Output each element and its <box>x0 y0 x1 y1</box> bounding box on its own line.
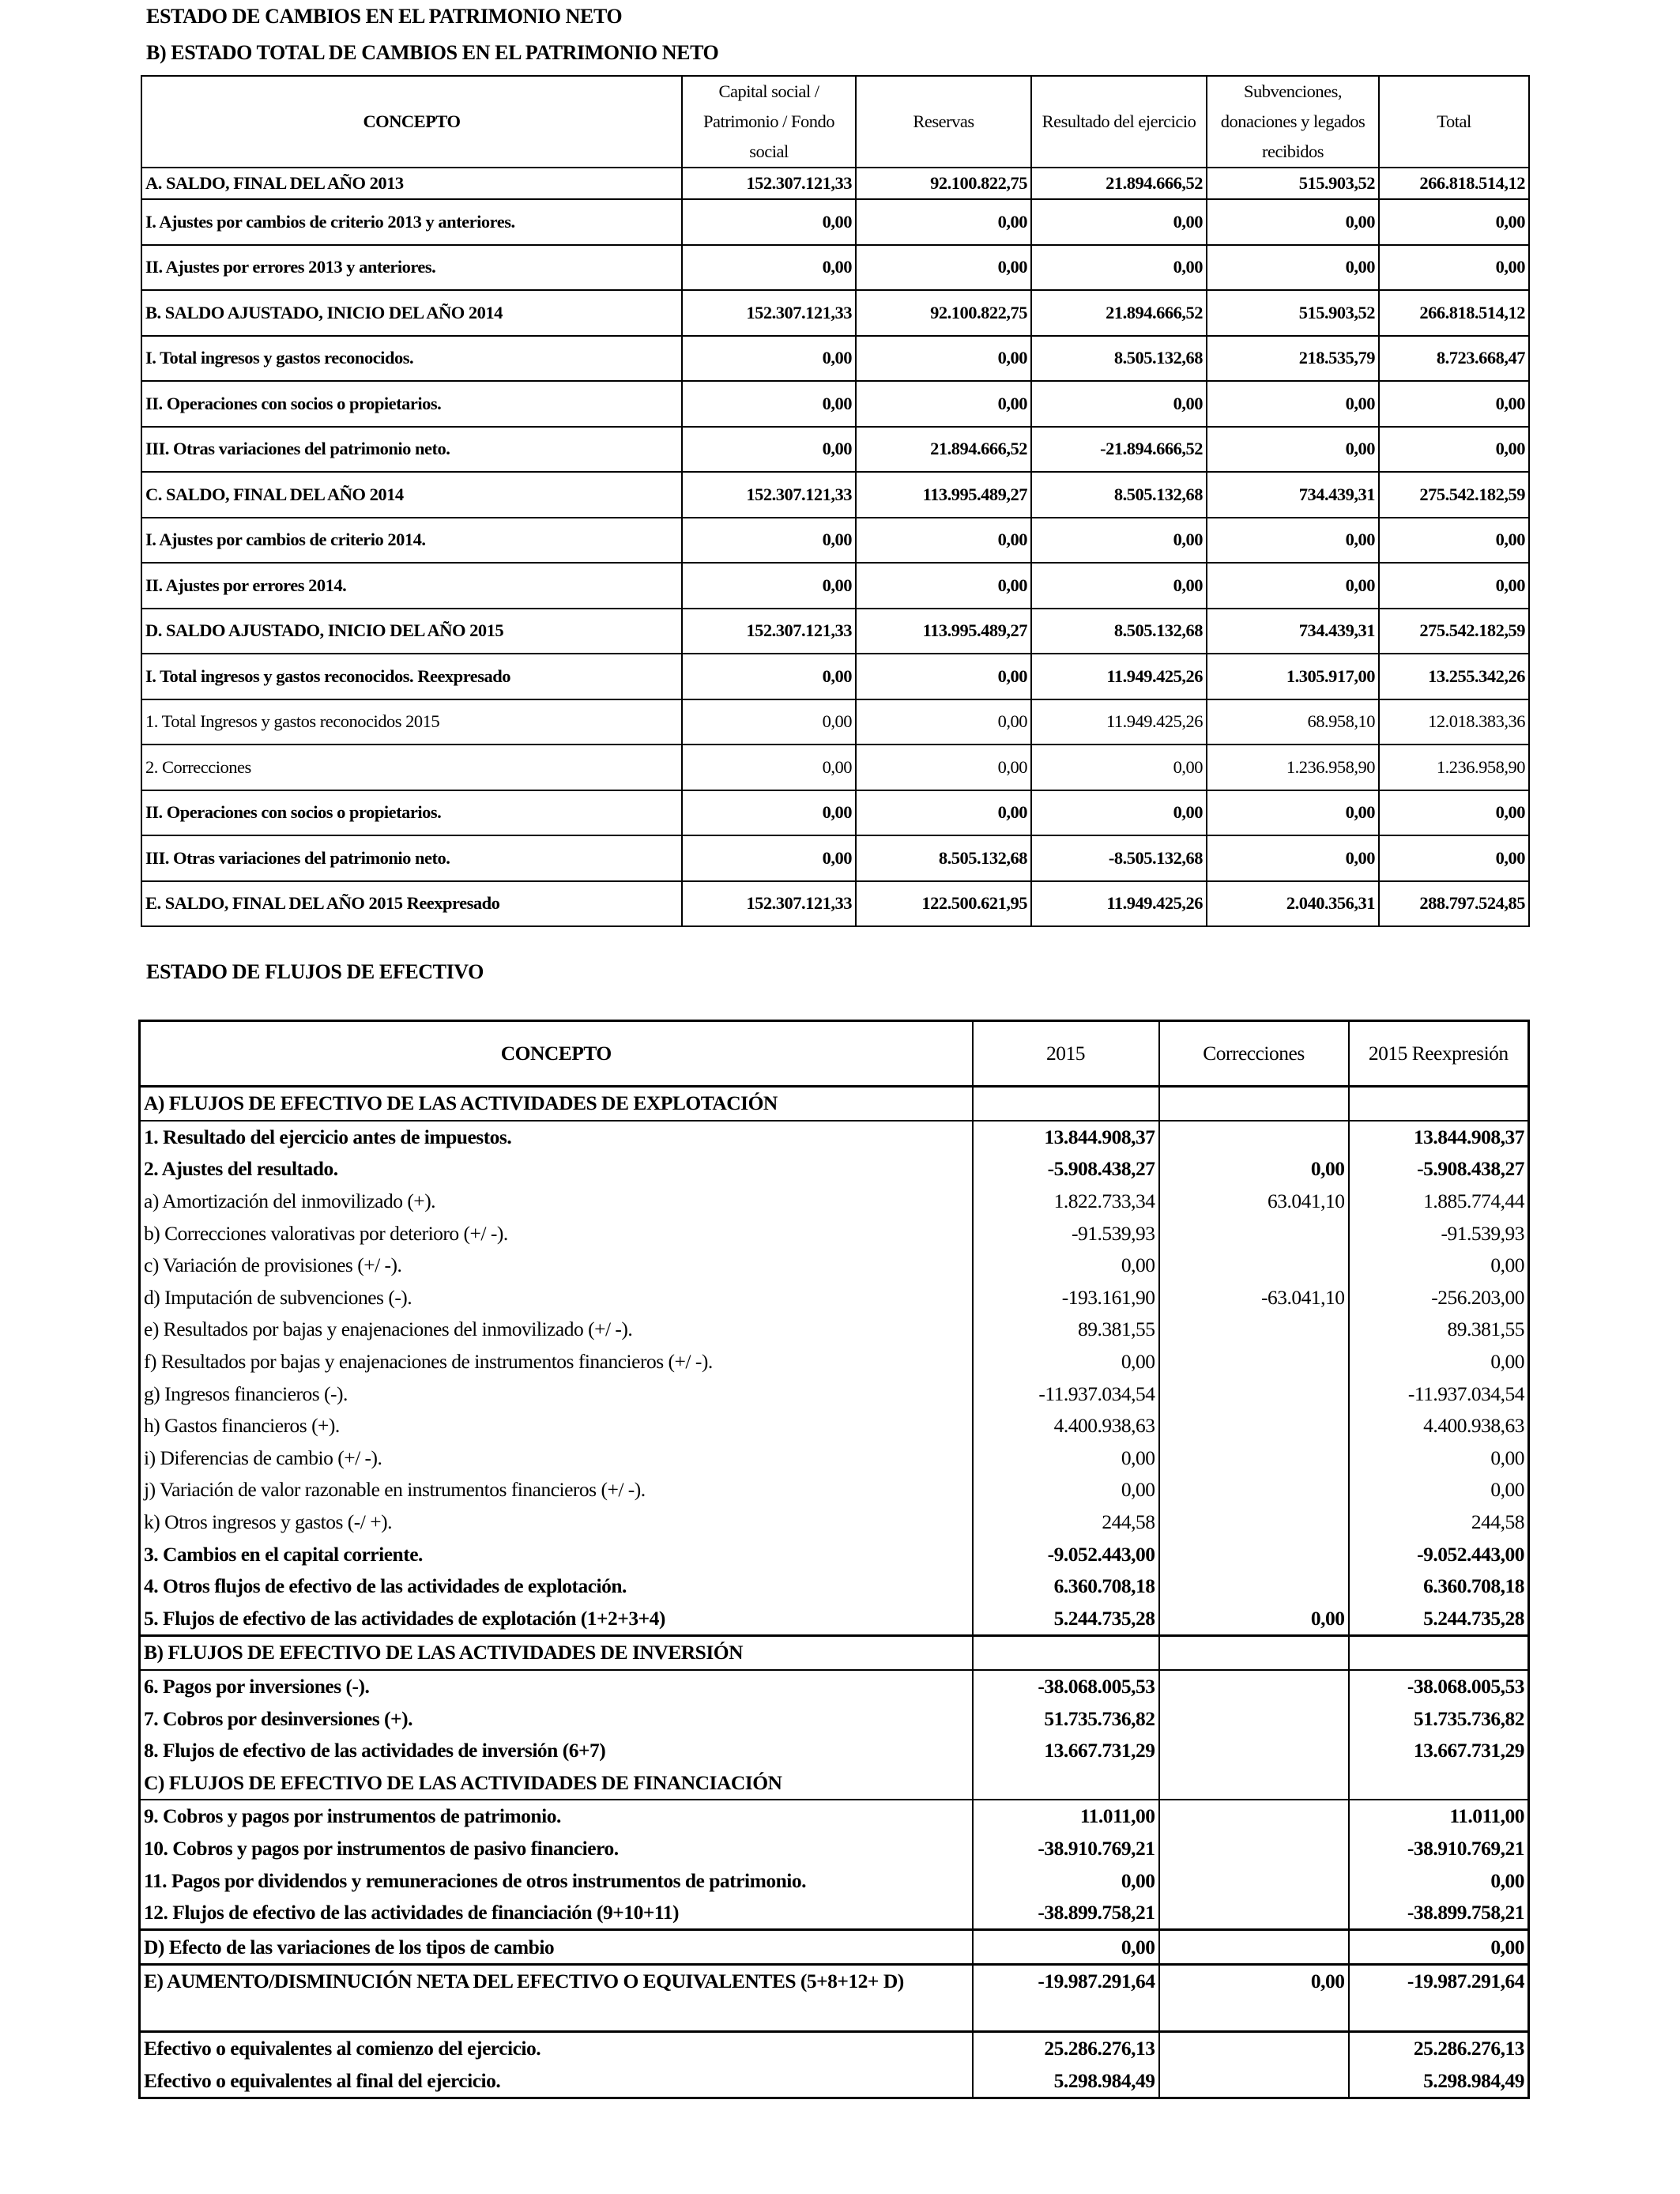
value-cell: -91.539,93 <box>1349 1217 1529 1250</box>
concepto-cell: Efectivo o equivalentes al final del ejercicio. <box>144 2068 501 2092</box>
table-row <box>140 1864 1529 1897</box>
value-cell: 244,58 <box>973 1506 1159 1539</box>
value-cell: 0,00 <box>682 699 856 745</box>
value-cell: 0,00 <box>682 381 856 427</box>
value-cell: 734.439,31 <box>1207 472 1379 518</box>
value-cell <box>973 1636 1159 1670</box>
concepto-cell: III. Otras variaciones del patrimonio neto. <box>141 835 682 881</box>
value-cell: -19.987.291,64 <box>973 1965 1159 2032</box>
value-cell: 0,00 <box>1379 199 1529 245</box>
value-cell: 515.903,52 <box>1207 168 1379 199</box>
concepto-cell: I. Ajustes por cambios de criterio 2013 y anteriores. <box>141 199 682 245</box>
value-cell <box>1159 1314 1349 1346</box>
table-row <box>140 1570 1529 1603</box>
value-cell: 0,00 <box>856 245 1031 291</box>
value-cell: -9.052.443,00 <box>1349 1538 1529 1570</box>
table-row <box>140 1636 1529 1670</box>
value-cell: 0,00 <box>682 835 856 881</box>
table-row <box>141 518 1529 564</box>
value-cell: -11.937.034,54 <box>973 1378 1159 1410</box>
concepto-cell: 3. Cambios en el capital corriente. <box>144 1542 423 1566</box>
value-cell: 1.305.917,00 <box>1207 654 1379 699</box>
value-cell: -91.539,93 <box>973 1217 1159 1250</box>
concepto-cell: B) FLUJOS DE EFECTIVO DE LAS ACTIVIDADES DE INVERSIÓN <box>140 1636 973 1670</box>
concepto-cell: a) Amortización del inmovilizado (+). <box>144 1189 436 1213</box>
value-cell: -38.899.758,21 <box>973 1897 1159 1930</box>
value-cell <box>1159 1474 1349 1506</box>
value-cell: 288.797.524,85 <box>1379 881 1529 927</box>
concepto-cell: E. SALDO, FINAL DEL AÑO 2015 Reexpresado <box>141 881 682 927</box>
value-cell: 152.307.121,33 <box>682 609 856 654</box>
value-cell: 515.903,52 <box>1207 290 1379 336</box>
value-cell: 0,00 <box>856 790 1031 836</box>
concepto-cell: 9. Cobros y pagos por instrumentos de patrimonio. <box>144 1804 561 1828</box>
value-cell: 4.400.938,63 <box>973 1410 1159 1442</box>
value-cell: 13.844.908,37 <box>1349 1121 1529 1154</box>
value-cell: 0,00 <box>682 654 856 699</box>
table-row <box>141 745 1529 790</box>
value-cell <box>1159 1506 1349 1539</box>
header-reservas: Reservas <box>856 76 1031 168</box>
value-cell: 0,00 <box>856 381 1031 427</box>
value-cell: 0,00 <box>1379 563 1529 609</box>
table-row <box>140 2032 1529 2065</box>
value-cell: 5.244.735,28 <box>973 1603 1159 1636</box>
table-row <box>140 1087 1529 1121</box>
table-row <box>140 1121 1529 1154</box>
value-cell: 0,00 <box>973 1474 1159 1506</box>
concepto-cell: j) Variación de valor razonable en instrumentos financieros (+/ -). <box>144 1478 646 1502</box>
value-cell: -5.908.438,27 <box>1349 1153 1529 1186</box>
value-cell: 113.995.489,27 <box>856 472 1031 518</box>
header-subvenciones: Subvenciones, donaciones y legados recibidos <box>1207 76 1379 168</box>
value-cell: 8.505.132,68 <box>1031 609 1207 654</box>
header-total: Total <box>1379 76 1529 168</box>
value-cell <box>1159 1346 1349 1378</box>
concepto-cell: D) Efecto de las variaciones de los tipos de cambio <box>140 1930 973 1965</box>
value-cell: 0,00 <box>1349 1864 1529 1897</box>
value-cell: 8.505.132,68 <box>1031 336 1207 382</box>
value-cell: -8.505.132,68 <box>1031 835 1207 881</box>
value-cell: 244,58 <box>1349 1506 1529 1539</box>
value-cell: 0,00 <box>682 563 856 609</box>
value-cell <box>973 1766 1159 1800</box>
table-row <box>140 1603 1529 1636</box>
value-cell: 0,00 <box>1349 1250 1529 1282</box>
concepto-cell: e) Resultados por bajas y enajenaciones del inmovilizado (+/ -). <box>144 1318 633 1341</box>
value-cell: 11.011,00 <box>973 1800 1159 1833</box>
flujos-table <box>138 1020 1530 2099</box>
header-2015-reexpresion: 2015 Reexpresión <box>1349 1021 1529 1087</box>
document-title: ESTADO DE CAMBIOS EN EL PATRIMONIO NETO <box>146 5 623 28</box>
value-cell: 6.360.708,18 <box>973 1570 1159 1603</box>
header-concepto: CONCEPTO <box>141 76 682 168</box>
concepto-cell: A) FLUJOS DE EFECTIVO DE LAS ACTIVIDADES DE EXPLOTACIÓN <box>140 1087 973 1121</box>
value-cell: 1.822.733,34 <box>973 1186 1159 1218</box>
section-title: B) ESTADO TOTAL DE CAMBIOS EN EL PATRIMONIO NETO <box>146 41 719 64</box>
value-cell <box>1159 1864 1349 1897</box>
value-cell: 25.286.276,13 <box>973 2032 1159 2065</box>
table-row <box>141 381 1529 427</box>
value-cell: -63.041,10 <box>1159 1282 1349 1314</box>
value-cell: 0,00 <box>1031 381 1207 427</box>
table-row <box>140 1250 1529 1282</box>
concepto-cell: III. Otras variaciones del patrimonio neto. <box>141 427 682 473</box>
flujos-title: ESTADO DE FLUJOS DE EFECTIVO <box>146 960 484 983</box>
value-cell: 0,00 <box>1207 427 1379 473</box>
table-row <box>141 245 1529 291</box>
value-cell: 0,00 <box>1031 745 1207 790</box>
table-row <box>140 1217 1529 1250</box>
value-cell: -193.161,90 <box>973 1282 1159 1314</box>
value-cell: 0,00 <box>682 745 856 790</box>
table-row <box>140 1346 1529 1378</box>
value-cell: 0,00 <box>973 1930 1159 1965</box>
value-cell: 12.018.383,36 <box>1379 699 1529 745</box>
value-cell <box>1159 1930 1349 1965</box>
value-cell: 0,00 <box>682 790 856 836</box>
value-cell: 0,00 <box>1379 835 1529 881</box>
value-cell: 0,00 <box>1031 518 1207 564</box>
value-cell: 25.286.276,13 <box>1349 2032 1529 2065</box>
value-cell: 0,00 <box>856 336 1031 382</box>
concepto-cell: 12. Flujos de efectivo de las actividades de financiación (9+10+11) <box>140 1897 973 1930</box>
value-cell: 0,00 <box>973 1250 1159 1282</box>
value-cell: 0,00 <box>856 563 1031 609</box>
concepto-cell: c) Variación de provisiones (+/ -). <box>144 1253 402 1277</box>
value-cell <box>973 1087 1159 1121</box>
table-row <box>140 1833 1529 1865</box>
value-cell: 8.505.132,68 <box>856 835 1031 881</box>
value-cell: 21.894.666,52 <box>1031 168 1207 199</box>
flujos-header-row <box>140 1021 1529 1087</box>
concepto-cell: C) FLUJOS DE EFECTIVO DE LAS ACTIVIDADES DE FINANCIACIÓN <box>140 1766 973 1800</box>
table-row <box>140 1897 1529 1930</box>
table-row <box>140 1442 1529 1475</box>
value-cell: 63.041,10 <box>1159 1186 1349 1218</box>
value-cell: 1.885.774,44 <box>1349 1186 1529 1218</box>
value-cell: -256.203,00 <box>1349 1282 1529 1314</box>
value-cell: 0,00 <box>1379 518 1529 564</box>
value-cell: 0,00 <box>856 699 1031 745</box>
concepto-cell: f) Resultados por bajas y enajenaciones de instrumentos financieros (+/ -). <box>144 1350 713 1374</box>
value-cell <box>1159 1121 1349 1154</box>
value-cell: 0,00 <box>973 1442 1159 1475</box>
value-cell: 8.505.132,68 <box>1031 472 1207 518</box>
value-cell: 0,00 <box>973 1864 1159 1897</box>
value-cell: 0,00 <box>1379 381 1529 427</box>
value-cell: 122.500.621,95 <box>856 881 1031 927</box>
value-cell: 92.100.822,75 <box>856 290 1031 336</box>
value-cell: 218.535,79 <box>1207 336 1379 382</box>
concepto-cell: g) Ingresos financieros (-). <box>144 1382 348 1405</box>
table-row <box>140 1930 1529 1965</box>
table-row <box>141 654 1529 699</box>
value-cell: 6.360.708,18 <box>1349 1570 1529 1603</box>
concepto-cell: 4. Otros flujos de efectivo de las actividades de explotación. <box>144 1574 627 1598</box>
value-cell: 152.307.121,33 <box>682 472 856 518</box>
value-cell: 1.236.958,90 <box>1379 745 1529 790</box>
value-cell <box>1159 1833 1349 1865</box>
concepto-cell: 1. Resultado del ejercicio antes de impuestos. <box>144 1125 512 1148</box>
value-cell: -38.068.005,53 <box>1349 1670 1529 1703</box>
value-cell: 0,00 <box>1379 245 1529 291</box>
table-row <box>141 699 1529 745</box>
value-cell: 89.381,55 <box>973 1314 1159 1346</box>
value-cell: 0,00 <box>682 245 856 291</box>
concepto-cell: 8. Flujos de efectivo de las actividades de inversión (6+7) <box>144 1739 606 1762</box>
value-cell: 5.298.984,49 <box>973 2065 1159 2098</box>
table-row <box>141 290 1529 336</box>
concepto-cell: II. Ajustes por errores 2013 y anteriores. <box>141 245 682 291</box>
value-cell: 0,00 <box>1207 199 1379 245</box>
table-row <box>141 835 1529 881</box>
value-cell: 0,00 <box>682 427 856 473</box>
table-row <box>141 199 1529 245</box>
value-cell: 0,00 <box>1379 427 1529 473</box>
patrimonio-table <box>141 75 1530 927</box>
value-cell: 1.236.958,90 <box>1207 745 1379 790</box>
value-cell <box>1349 1766 1529 1800</box>
value-cell: 0,00 <box>682 518 856 564</box>
value-cell: 0,00 <box>1031 790 1207 836</box>
table-row <box>141 790 1529 836</box>
value-cell: 0,00 <box>1031 563 1207 609</box>
value-cell <box>1159 1538 1349 1570</box>
concepto-cell: 6. Pagos por inversiones (-). <box>144 1674 370 1698</box>
table-row <box>140 1474 1529 1506</box>
value-cell <box>1349 1087 1529 1121</box>
value-cell <box>1159 1702 1349 1735</box>
value-cell: 13.255.342,26 <box>1379 654 1529 699</box>
concepto-cell: I. Ajustes por cambios de criterio 2014. <box>141 518 682 564</box>
value-cell: 11.949.425,26 <box>1031 881 1207 927</box>
concepto-cell: h) Gastos financieros (+). <box>144 1414 340 1438</box>
value-cell <box>1349 1636 1529 1670</box>
value-cell: 0,00 <box>1159 1965 1349 2032</box>
concepto-cell: 2. Correcciones <box>141 745 682 790</box>
table-row <box>140 1735 1529 1767</box>
value-cell: 0,00 <box>1349 1474 1529 1506</box>
table-row <box>141 427 1529 473</box>
table-row <box>140 1506 1529 1539</box>
value-cell: 11.011,00 <box>1349 1800 1529 1833</box>
value-cell: 0,00 <box>1207 518 1379 564</box>
value-cell: 92.100.822,75 <box>856 168 1031 199</box>
header-concepto: CONCEPTO <box>140 1021 973 1087</box>
value-cell <box>1159 2065 1349 2098</box>
concepto-cell: II. Ajustes por errores 2014. <box>141 563 682 609</box>
value-cell: 152.307.121,33 <box>682 168 856 199</box>
value-cell: 51.735.736,82 <box>973 1702 1159 1735</box>
value-cell: 68.958,10 <box>1207 699 1379 745</box>
value-cell <box>1159 1570 1349 1603</box>
table-row <box>140 1153 1529 1186</box>
value-cell: 0,00 <box>1379 790 1529 836</box>
value-cell: 0,00 <box>1207 381 1379 427</box>
value-cell <box>1159 1897 1349 1930</box>
value-cell: 0,00 <box>856 518 1031 564</box>
concepto-cell: 11. Pagos por dividendos y remuneraciones de otros instrumentos de patrimonio. <box>144 1868 806 1892</box>
value-cell <box>1159 1378 1349 1410</box>
concepto-cell: D. SALDO AJUSTADO, INICIO DEL AÑO 2015 <box>141 609 682 654</box>
concepto-cell: 7. Cobros por desinversiones (+). <box>144 1706 412 1730</box>
value-cell <box>1159 1217 1349 1250</box>
concepto-cell: II. Operaciones con socios o propietarios. <box>141 381 682 427</box>
table-row <box>140 1800 1529 1833</box>
value-cell: 0,00 <box>856 654 1031 699</box>
value-cell: 8.723.668,47 <box>1379 336 1529 382</box>
value-cell: 0,00 <box>1031 199 1207 245</box>
concepto-cell: b) Correcciones valorativas por deterioro (+/ -). <box>144 1221 508 1245</box>
concepto-cell: I. Total ingresos y gastos reconocidos. Reexpresado <box>141 654 682 699</box>
value-cell: 266.818.514,12 <box>1379 168 1529 199</box>
concepto-cell: k) Otros ingresos y gastos (-/ +). <box>144 1510 392 1534</box>
value-cell: -38.068.005,53 <box>973 1670 1159 1703</box>
value-cell: 51.735.736,82 <box>1349 1702 1529 1735</box>
value-cell: 13.667.731,29 <box>1349 1735 1529 1767</box>
value-cell: 275.542.182,59 <box>1379 472 1529 518</box>
value-cell: 0,00 <box>973 1346 1159 1378</box>
concepto-cell: C. SALDO, FINAL DEL AÑO 2014 <box>141 472 682 518</box>
value-cell: -38.899.758,21 <box>1349 1897 1529 1930</box>
value-cell: 0,00 <box>856 745 1031 790</box>
value-cell: -19.987.291,64 <box>1349 1965 1529 2032</box>
concepto-cell: I. Total ingresos y gastos reconocidos. <box>141 336 682 382</box>
header-correcciones: Correcciones <box>1159 1021 1349 1087</box>
value-cell <box>1159 1250 1349 1282</box>
value-cell: 152.307.121,33 <box>682 881 856 927</box>
value-cell: 0,00 <box>1349 1930 1529 1965</box>
value-cell: 11.949.425,26 <box>1031 654 1207 699</box>
table-row <box>141 472 1529 518</box>
value-cell: 275.542.182,59 <box>1379 609 1529 654</box>
value-cell: 5.298.984,49 <box>1349 2065 1529 2098</box>
value-cell: 152.307.121,33 <box>682 290 856 336</box>
header-resultado: Resultado del ejercicio <box>1031 76 1207 168</box>
table-row <box>140 1538 1529 1570</box>
value-cell: 0,00 <box>1159 1153 1349 1186</box>
value-cell: 0,00 <box>1031 245 1207 291</box>
value-cell <box>1159 1670 1349 1703</box>
table-row <box>141 336 1529 382</box>
value-cell <box>1159 1442 1349 1475</box>
value-cell: 21.894.666,52 <box>1031 290 1207 336</box>
table-row <box>140 1410 1529 1442</box>
value-cell: 13.667.731,29 <box>973 1735 1159 1767</box>
value-cell <box>1159 2032 1349 2065</box>
table-row <box>141 881 1529 927</box>
table-row <box>140 1965 1529 2032</box>
value-cell: 5.244.735,28 <box>1349 1603 1529 1636</box>
concepto-cell: 1. Total Ingresos y gastos reconocidos 2015 <box>141 699 682 745</box>
value-cell <box>1159 1766 1349 1800</box>
header-capital: Capital social / Patrimonio / Fondo social <box>682 76 856 168</box>
value-cell: -11.937.034,54 <box>1349 1378 1529 1410</box>
table-row <box>140 2065 1529 2098</box>
value-cell: 0,00 <box>1207 245 1379 291</box>
value-cell <box>1159 1087 1349 1121</box>
value-cell: 0,00 <box>682 199 856 245</box>
value-cell: 266.818.514,12 <box>1379 290 1529 336</box>
concepto-cell: E) AUMENTO/DISMINUCIÓN NETA DEL EFECTIVO O EQUIVALENTES (5+8+12+ D) <box>140 1965 973 2032</box>
value-cell: 2.040.356,31 <box>1207 881 1379 927</box>
value-cell: 89.381,55 <box>1349 1314 1529 1346</box>
value-cell: 0,00 <box>1207 563 1379 609</box>
table-row <box>140 1314 1529 1346</box>
concepto-cell: 2. Ajustes del resultado. <box>144 1157 338 1181</box>
value-cell: 0,00 <box>1207 835 1379 881</box>
value-cell: 113.995.489,27 <box>856 609 1031 654</box>
table-row <box>141 168 1529 199</box>
value-cell: -9.052.443,00 <box>973 1538 1159 1570</box>
table-row <box>141 563 1529 609</box>
table-row <box>141 609 1529 654</box>
value-cell: -38.910.769,21 <box>973 1833 1159 1865</box>
value-cell: 4.400.938,63 <box>1349 1410 1529 1442</box>
concepto-cell: d) Imputación de subvenciones (-). <box>144 1285 412 1309</box>
value-cell: 0,00 <box>1207 790 1379 836</box>
header-2015: 2015 <box>973 1021 1159 1087</box>
table-row <box>140 1282 1529 1314</box>
value-cell: 11.949.425,26 <box>1031 699 1207 745</box>
value-cell: 0,00 <box>1159 1603 1349 1636</box>
concepto-cell: 10. Cobros y pagos por instrumentos de pasivo financiero. <box>144 1836 619 1860</box>
table-row <box>140 1186 1529 1218</box>
value-cell: -38.910.769,21 <box>1349 1833 1529 1865</box>
concepto-cell: 5. Flujos de efectivo de las actividades de explotación (1+2+3+4) <box>140 1603 973 1636</box>
table-row <box>140 1670 1529 1703</box>
value-cell <box>1159 1735 1349 1767</box>
patrimonio-header-row <box>141 76 1529 168</box>
concepto-cell: Efectivo o equivalentes al comienzo del ejercicio. <box>144 2037 541 2060</box>
value-cell <box>1159 1410 1349 1442</box>
value-cell: 734.439,31 <box>1207 609 1379 654</box>
value-cell: -21.894.666,52 <box>1031 427 1207 473</box>
value-cell: 21.894.666,52 <box>856 427 1031 473</box>
value-cell: 0,00 <box>1349 1442 1529 1475</box>
concepto-cell: A. SALDO, FINAL DEL AÑO 2013 <box>141 168 682 199</box>
value-cell <box>1159 1636 1349 1670</box>
table-row <box>140 1702 1529 1735</box>
value-cell: 0,00 <box>856 199 1031 245</box>
value-cell: 0,00 <box>682 336 856 382</box>
value-cell <box>1159 1800 1349 1833</box>
value-cell: 13.844.908,37 <box>973 1121 1159 1154</box>
concepto-cell: i) Diferencias de cambio (+/ -). <box>144 1446 382 1469</box>
value-cell: -5.908.438,27 <box>973 1153 1159 1186</box>
value-cell: 0,00 <box>1349 1346 1529 1378</box>
table-row <box>140 1766 1529 1800</box>
concepto-cell: B. SALDO AJUSTADO, INICIO DEL AÑO 2014 <box>141 290 682 336</box>
table-row <box>140 1378 1529 1410</box>
concepto-cell: II. Operaciones con socios o propietarios. <box>141 790 682 836</box>
